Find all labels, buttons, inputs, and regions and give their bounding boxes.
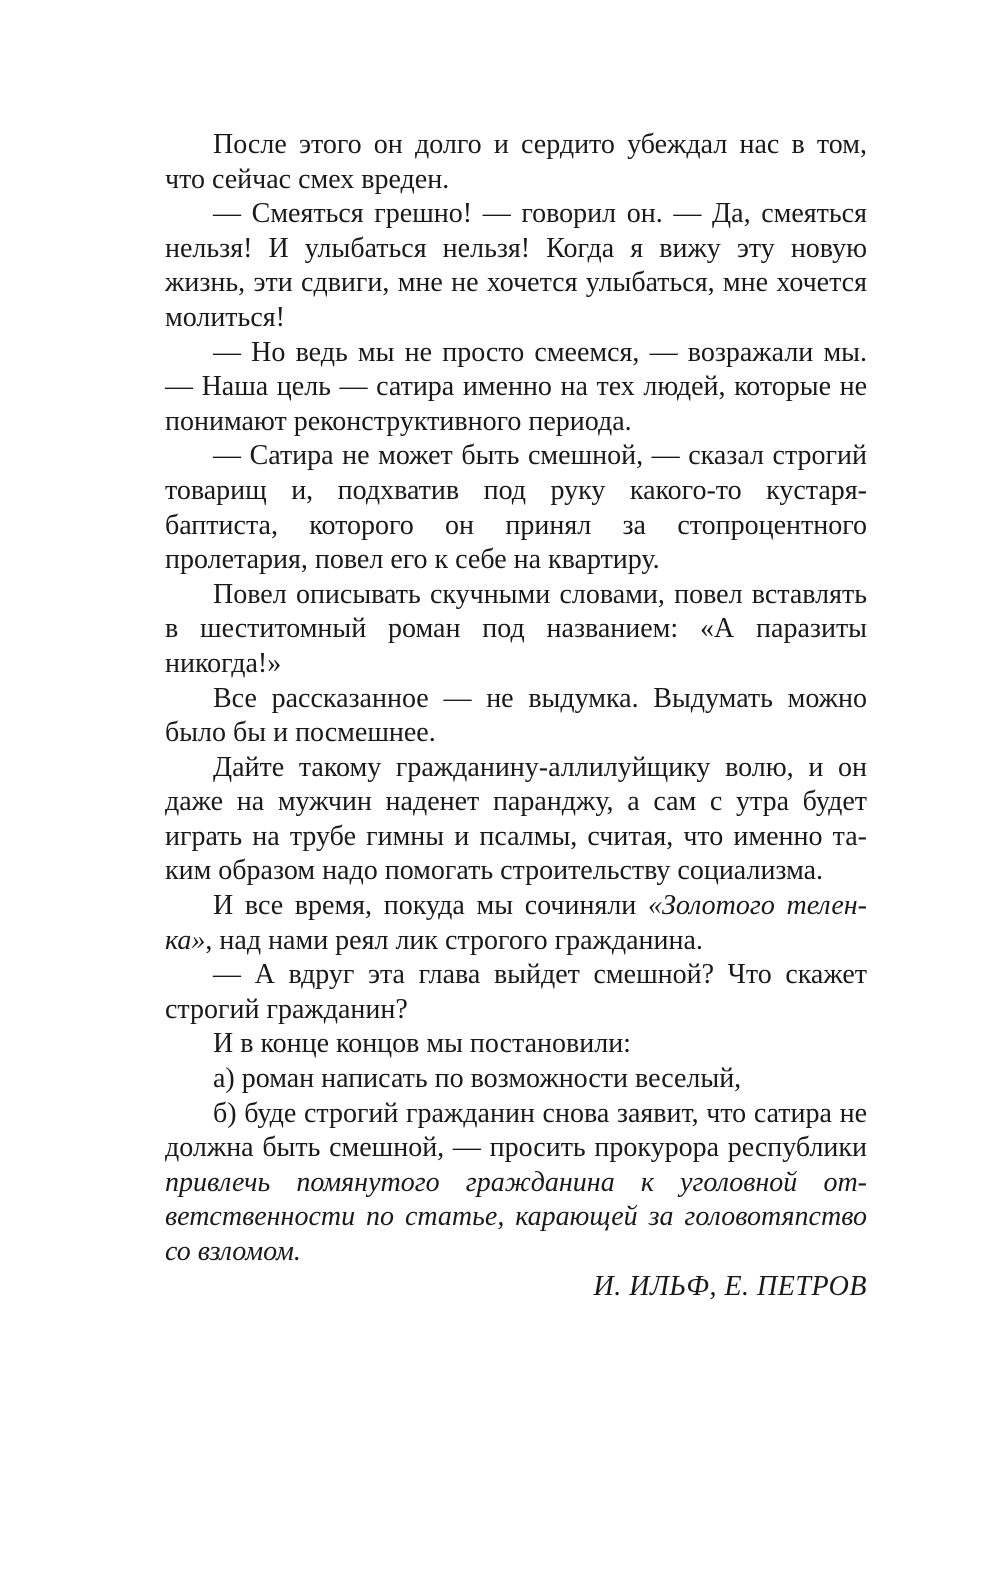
text-segment: — А вдруг эта глава выйдет смешной? Что скажет строгий гражданин?: [165, 959, 867, 1025]
body-text: [165, 128, 867, 1270]
author-signature: И. ИЛЬФ, Е. ПЕТРОВ: [593, 1270, 867, 1302]
italic-text: привлечь помянутого гражданина к уголовной ответственности по статье, карающей за головотяпство со взломом.: [165, 1166, 867, 1267]
paragraph: [165, 1027, 867, 1062]
text-segment: После этого он долго и сердито убеждал нас в том, что сейчас смех вреден.: [165, 129, 867, 195]
paragraph: [165, 751, 867, 889]
text-segment: Повел описывать скучными словами, повел вставлять в шеститомный роман под названием: «А паразиты никогда!»: [165, 578, 867, 679]
paragraph: [165, 682, 867, 751]
italic-text: «Золотого теленка»: [165, 890, 867, 956]
page-text: [165, 128, 867, 1304]
text-segment: — Смеяться грешно! — говорил он. — Да, смеяться нельзя! И улыбаться нельзя! Когда я вижу эту новую жизнь, эти сдвиги, мне не хочется улыбаться, мне хочется молиться!: [165, 198, 867, 333]
paragraph: [165, 439, 867, 577]
paragraph: [165, 578, 867, 682]
text-segment: , над нами реял лик строгого гражданина.: [205, 924, 703, 956]
text-segment: И все время, покуда мы сочиняли: [213, 890, 648, 922]
paragraph: [165, 889, 867, 958]
text-segment: б) буде строгий гражданин снова заявит, что сатира не должна быть смешной, — просить прокурора республики: [165, 1097, 867, 1164]
text-segment: Все рассказанное — не выдумка. Выдумать можно было бы и посмешнее.: [165, 682, 867, 749]
text-segment: Дайте такому гражданину-аллилуйщику волю, и он даже на мужчин наденет паранджу, а сам с утра будет играть на трубе гимны и псалмы, считая, что именно таким образом надо помогать строительству социализма.: [165, 751, 867, 887]
paragraph: [165, 197, 867, 335]
paragraph: [165, 128, 867, 197]
paragraph: [165, 1062, 867, 1097]
text-segment: — Но ведь мы не просто смеемся, — возражали мы. — Наша цель — сатира именно на тех людей, которые не понимают реконструктивного периода.: [165, 336, 867, 437]
text-segment: — Сатира не может быть смешной, — сказал строгий товарищ и, подхватив под руку какого-то кустаря-баптиста, которого он принял за стопроцентного пролетария, повел его к себе на квартиру.: [165, 440, 867, 576]
paragraph: [165, 958, 867, 1027]
paragraph: [165, 1097, 867, 1270]
text-segment: а) роман написать по возможности веселый,: [213, 1063, 742, 1095]
paragraph: [165, 336, 867, 440]
text-segment: И в конце концов мы постановили:: [213, 1028, 631, 1060]
